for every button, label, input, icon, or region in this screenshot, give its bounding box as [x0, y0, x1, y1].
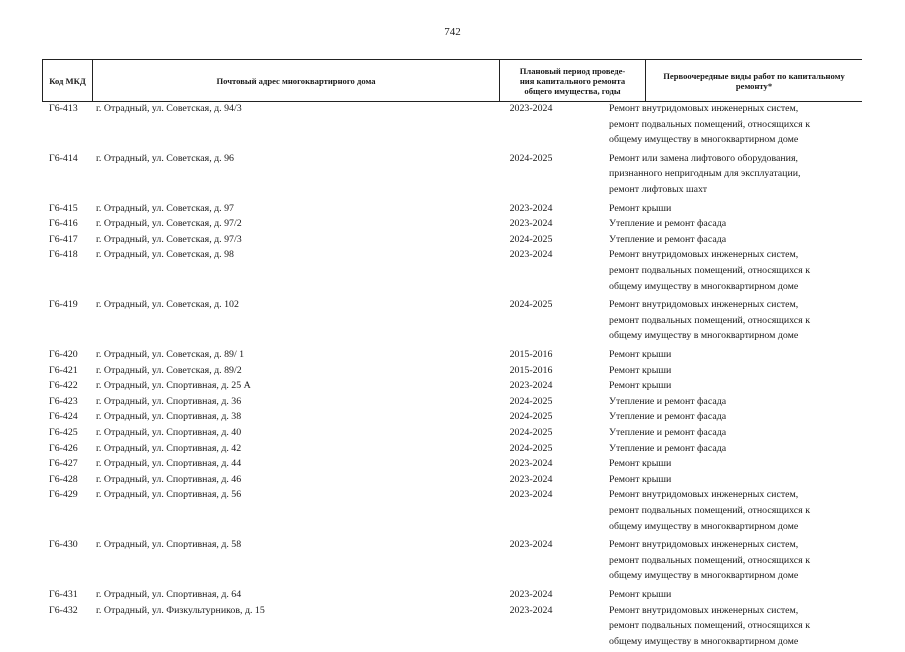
row-works: Ремонт или замена лифтового оборудования, признанного непригодным для эксплуатации, ремонт лифтовых шахт: [609, 151, 859, 198]
row-address: г. Отрадный, ул. Спортивная, д. 64: [96, 587, 241, 603]
table-row: [0, 537, 905, 587]
row-works: Утепление и ремонт фасада: [609, 441, 859, 457]
header-address: Почтовый адрес многоквартирного дома: [93, 60, 500, 101]
header-period: Плановый период проведе- ния капитального ремонта общего имущества, годы: [500, 60, 646, 101]
table-row: [0, 247, 905, 297]
table-row: [0, 425, 905, 441]
row-works: Ремонт крыши: [609, 378, 859, 394]
table-row: [0, 216, 905, 232]
row-code: Г6-420: [49, 347, 78, 363]
row-period: 2023-2024: [458, 201, 604, 217]
table-row: [0, 472, 905, 488]
row-works: Утепление и ремонт фасада: [609, 409, 859, 425]
table-row: [0, 587, 905, 603]
table-row: [0, 441, 905, 457]
row-address: г. Отрадный, ул. Советская, д. 98: [96, 247, 234, 263]
row-period: 2024-2025: [458, 425, 604, 441]
row-works: Ремонт внутридомовых инженерных систем, ремонт подвальных помещений, относящихся к общему имуществу в многоквартирном доме: [609, 101, 859, 148]
table-body: [0, 101, 905, 652]
row-code: Г6-417: [49, 232, 78, 248]
row-period: 2023-2024: [458, 587, 604, 603]
row-works: Ремонт внутридомовых инженерных систем, ремонт подвальных помещений, относящихся к общему имуществу в многоквартирном доме: [609, 297, 859, 344]
row-code: Г6-428: [49, 472, 78, 488]
table-row: [0, 232, 905, 248]
row-period: 2023-2024: [458, 537, 604, 553]
row-code: Г6-416: [49, 216, 78, 232]
table-row: [0, 363, 905, 379]
row-address: г. Отрадный, ул. Спортивная, д. 40: [96, 425, 241, 441]
row-period: 2024-2025: [458, 441, 604, 457]
row-address: г. Отрадный, ул. Спортивная, д. 36: [96, 394, 241, 410]
row-period: 2024-2025: [458, 151, 604, 167]
row-period: 2024-2025: [458, 409, 604, 425]
row-code: Г6-427: [49, 456, 78, 472]
row-period: 2023-2024: [458, 101, 604, 117]
row-period: 2023-2024: [458, 472, 604, 488]
header-code: Код МКД: [42, 60, 93, 101]
table-row: [0, 378, 905, 394]
row-code: Г6-426: [49, 441, 78, 457]
page-number: 742: [0, 26, 905, 38]
row-period: 2015-2016: [458, 363, 604, 379]
row-address: г. Отрадный, ул. Спортивная, д. 58: [96, 537, 241, 553]
row-address: г. Отрадный, ул. Советская, д. 97/3: [96, 232, 242, 248]
table-row: [0, 201, 905, 217]
table-row: [0, 347, 905, 363]
row-period: 2023-2024: [458, 216, 604, 232]
row-period: 2024-2025: [458, 232, 604, 248]
table-row: [0, 151, 905, 201]
row-code: Г6-425: [49, 425, 78, 441]
row-address: г. Отрадный, ул. Спортивная, д. 38: [96, 409, 241, 425]
row-period: 2023-2024: [458, 378, 604, 394]
row-code: Г6-423: [49, 394, 78, 410]
row-address: г. Отрадный, ул. Советская, д. 102: [96, 297, 239, 313]
row-address: г. Отрадный, ул. Советская, д. 97/2: [96, 216, 242, 232]
row-code: Г6-418: [49, 247, 78, 263]
row-period: 2015-2016: [458, 347, 604, 363]
row-code: Г6-430: [49, 537, 78, 553]
row-period: 2024-2025: [458, 394, 604, 410]
row-code: Г6-429: [49, 487, 78, 503]
row-address: г. Отрадный, ул. Спортивная, д. 44: [96, 456, 241, 472]
row-code: Г6-415: [49, 201, 78, 217]
row-address: г. Отрадный, ул. Советская, д. 94/3: [96, 101, 242, 117]
row-address: г. Отрадный, ул. Спортивная, д. 46: [96, 472, 241, 488]
row-address: г. Отрадный, ул. Советская, д. 89/2: [96, 363, 242, 379]
row-address: г. Отрадный, ул. Спортивная, д. 56: [96, 487, 241, 503]
row-works: Ремонт крыши: [609, 201, 859, 217]
table-row: [0, 456, 905, 472]
row-works: Ремонт крыши: [609, 347, 859, 363]
row-period: 2023-2024: [458, 487, 604, 503]
row-works: Ремонт внутридомовых инженерных систем, ремонт подвальных помещений, относящихся к общему имуществу в многоквартирном доме: [609, 603, 859, 650]
row-code: Г6-414: [49, 151, 78, 167]
table-row: [0, 101, 905, 151]
table-row: [0, 394, 905, 410]
row-works: Ремонт внутридомовых инженерных систем, ремонт подвальных помещений, относящихся к общему имуществу в многоквартирном доме: [609, 247, 859, 294]
row-address: г. Отрадный, ул. Спортивная, д. 25 А: [96, 378, 251, 394]
row-period: 2023-2024: [458, 603, 604, 619]
row-period: 2023-2024: [458, 456, 604, 472]
row-works: Утепление и ремонт фасада: [609, 394, 859, 410]
row-period: 2023-2024: [458, 247, 604, 263]
row-code: Г6-419: [49, 297, 78, 313]
table-row: [0, 603, 905, 652]
row-address: г. Отрадный, ул. Советская, д. 89/ 1: [96, 347, 244, 363]
row-works: Утепление и ремонт фасада: [609, 425, 859, 441]
row-code: Г6-432: [49, 603, 78, 619]
row-works: Ремонт крыши: [609, 472, 859, 488]
header-works: Первоочередные виды работ по капитальному ремонту*: [646, 60, 862, 101]
row-address: г. Отрадный, ул. Спортивная, д. 42: [96, 441, 241, 457]
row-works: Ремонт крыши: [609, 363, 859, 379]
row-code: Г6-421: [49, 363, 78, 379]
table-row: [0, 487, 905, 537]
row-address: г. Отрадный, ул. Советская, д. 97: [96, 201, 234, 217]
table-row: [0, 297, 905, 347]
row-code: Г6-413: [49, 101, 78, 117]
row-period: 2024-2025: [458, 297, 604, 313]
row-works: Утепление и ремонт фасада: [609, 232, 859, 248]
row-works: Утепление и ремонт фасада: [609, 216, 859, 232]
row-works: Ремонт крыши: [609, 587, 859, 603]
row-code: Г6-424: [49, 409, 78, 425]
table-row: [0, 409, 905, 425]
table-header: [42, 59, 862, 102]
row-code: Г6-422: [49, 378, 78, 394]
row-works: Ремонт крыши: [609, 456, 859, 472]
row-works: Ремонт внутридомовых инженерных систем, ремонт подвальных помещений, относящихся к общему имуществу в многоквартирном доме: [609, 537, 859, 584]
row-works: Ремонт внутридомовых инженерных систем, ремонт подвальных помещений, относящихся к общему имуществу в многоквартирном доме: [609, 487, 859, 534]
row-address: г. Отрадный, ул. Физкультурников, д. 15: [96, 603, 265, 619]
row-address: г. Отрадный, ул. Советская, д. 96: [96, 151, 234, 167]
row-code: Г6-431: [49, 587, 78, 603]
